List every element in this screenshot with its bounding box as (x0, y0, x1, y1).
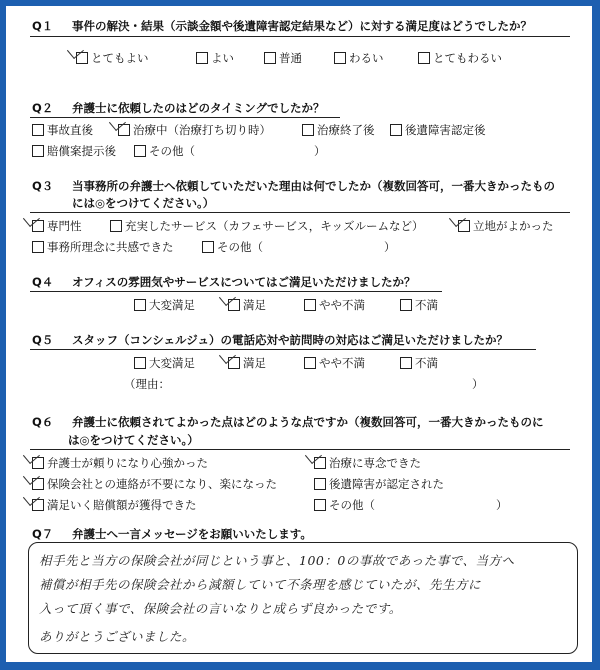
q4-option-4[interactable]: 不満 (400, 297, 438, 313)
checkbox[interactable] (334, 52, 346, 64)
q2-option-4[interactable]: 後遺障害認定後 (390, 122, 486, 138)
q6-option-5[interactable]: 満足いく賠償額が獲得できた (32, 497, 197, 513)
q1-option-1[interactable]: とてもよい (76, 50, 149, 66)
q2-option-2[interactable]: 治療中（治療打ち切り時） (118, 122, 271, 138)
q2-option-1[interactable]: 事故直後 (32, 122, 93, 138)
q5-underline (30, 349, 536, 350)
handwritten-line-1: 相手先と当方の保険会社が同じという事と、100：0の事故であった事で、当方へ (39, 553, 515, 568)
q4-question: Q４ オフィスの雰囲気やサービスについてはご満足いただけましたか？ (32, 275, 416, 289)
q1-option-4[interactable]: わるい (334, 50, 384, 66)
q3-question-line2: には◎をつけてください。） (72, 196, 215, 210)
q6-option-2[interactable]: 治療に専念できた (314, 455, 421, 471)
q4-option-3[interactable]: やや不満 (304, 297, 365, 313)
q5-reason-label: （理由： (124, 377, 170, 391)
q1-option-2[interactable]: よい (196, 50, 234, 66)
q3-close-paren: ） (384, 240, 396, 254)
checkbox[interactable] (264, 52, 276, 64)
handwritten-line-4: ありがとうございました。 (39, 629, 196, 644)
q3-option-5[interactable]: その他（ (202, 239, 263, 255)
q2-option-3[interactable]: 治療終了後 (302, 122, 375, 138)
q2-close-paren: ） (314, 144, 326, 158)
q3-option-3[interactable]: 立地がよかった (458, 218, 554, 234)
handwritten-line-2: 補償が相手先の保険会社から減額していて不条理を感じていたが、先生方に (39, 577, 482, 592)
q5-option-4[interactable]: 不満 (400, 355, 438, 371)
q2-option-5[interactable]: 賠償案提示後 (32, 143, 116, 159)
q3-option-2[interactable]: 充実したサービス（カフェサービス，キッズルームなど） (110, 218, 424, 234)
q6-question: Q６ 弁護士に依頼されてよかった点はどのような点ですか（複数回答可，一番大きかったものに (32, 415, 544, 429)
q2-question: Q２ 弁護士に依頼したのはどのタイミングでしたか？ (32, 101, 325, 115)
questionnaire-sheet (6, 6, 592, 662)
message-box[interactable] (28, 542, 578, 654)
q3-question: Q３ 当事務所の弁護士へ依頼していただいた理由は何でしたか（複数回答可，一番大きかったもの (32, 179, 555, 193)
q1-number: Q１ (32, 19, 54, 33)
q1-option-5[interactable]: とてもわるい (418, 50, 502, 66)
q3-option-1[interactable]: 専門性 (32, 218, 82, 234)
checkbox[interactable] (196, 52, 208, 64)
checkbox[interactable] (418, 52, 430, 64)
q6-option-1[interactable]: 弁護士が頼りになり心強かった (32, 455, 208, 471)
checkbox[interactable] (76, 52, 88, 64)
q4-option-1[interactable]: 大変満足 (134, 297, 195, 313)
q3-option-4[interactable]: 事務所理念に共感できた (32, 239, 174, 255)
q1-underline (30, 36, 570, 37)
handwritten-line-3: 入って頂く事で、保険会社の言いなりと成らず良かったです。 (39, 601, 402, 616)
q2-option-6[interactable]: その他（ (134, 143, 195, 159)
q1-question (32, 18, 532, 34)
q5-close-paren: ） (472, 377, 484, 391)
q4-option-2[interactable]: 満足 (228, 297, 266, 313)
q3-underline (30, 212, 570, 213)
q5-option-1[interactable]: 大変満足 (134, 355, 195, 371)
q6-option-4[interactable]: 後遺障害が認定された (314, 476, 444, 492)
q5-option-2[interactable]: 満足 (228, 355, 266, 371)
q2-underline (30, 117, 340, 118)
q6-underline (30, 449, 570, 450)
q6-question-line2: は◎をつけてください。） (68, 433, 199, 447)
q6-option-6[interactable]: その他（ (314, 497, 375, 513)
q5-question: Q５ スタッフ（コンシェルジュ）の電話応対や訪問時の対応はご満足いただけましたか？ (32, 333, 508, 347)
q4-underline (30, 291, 442, 292)
q1-text: 事件の解決・結果（示談金額や後遺障害認定結果など）に対する満足度はどうでしたか？ (72, 19, 532, 33)
q7-question: Q７ 弁護士へ一言メッセージをお願いいたします。 (32, 527, 312, 541)
q1-option-3[interactable]: 普通 (264, 50, 302, 66)
q6-option-3[interactable]: 保険会社との連絡が不要になり、楽になった (32, 476, 277, 492)
q6-close-paren: ） (496, 498, 508, 512)
q5-option-3[interactable]: やや不満 (304, 355, 365, 371)
